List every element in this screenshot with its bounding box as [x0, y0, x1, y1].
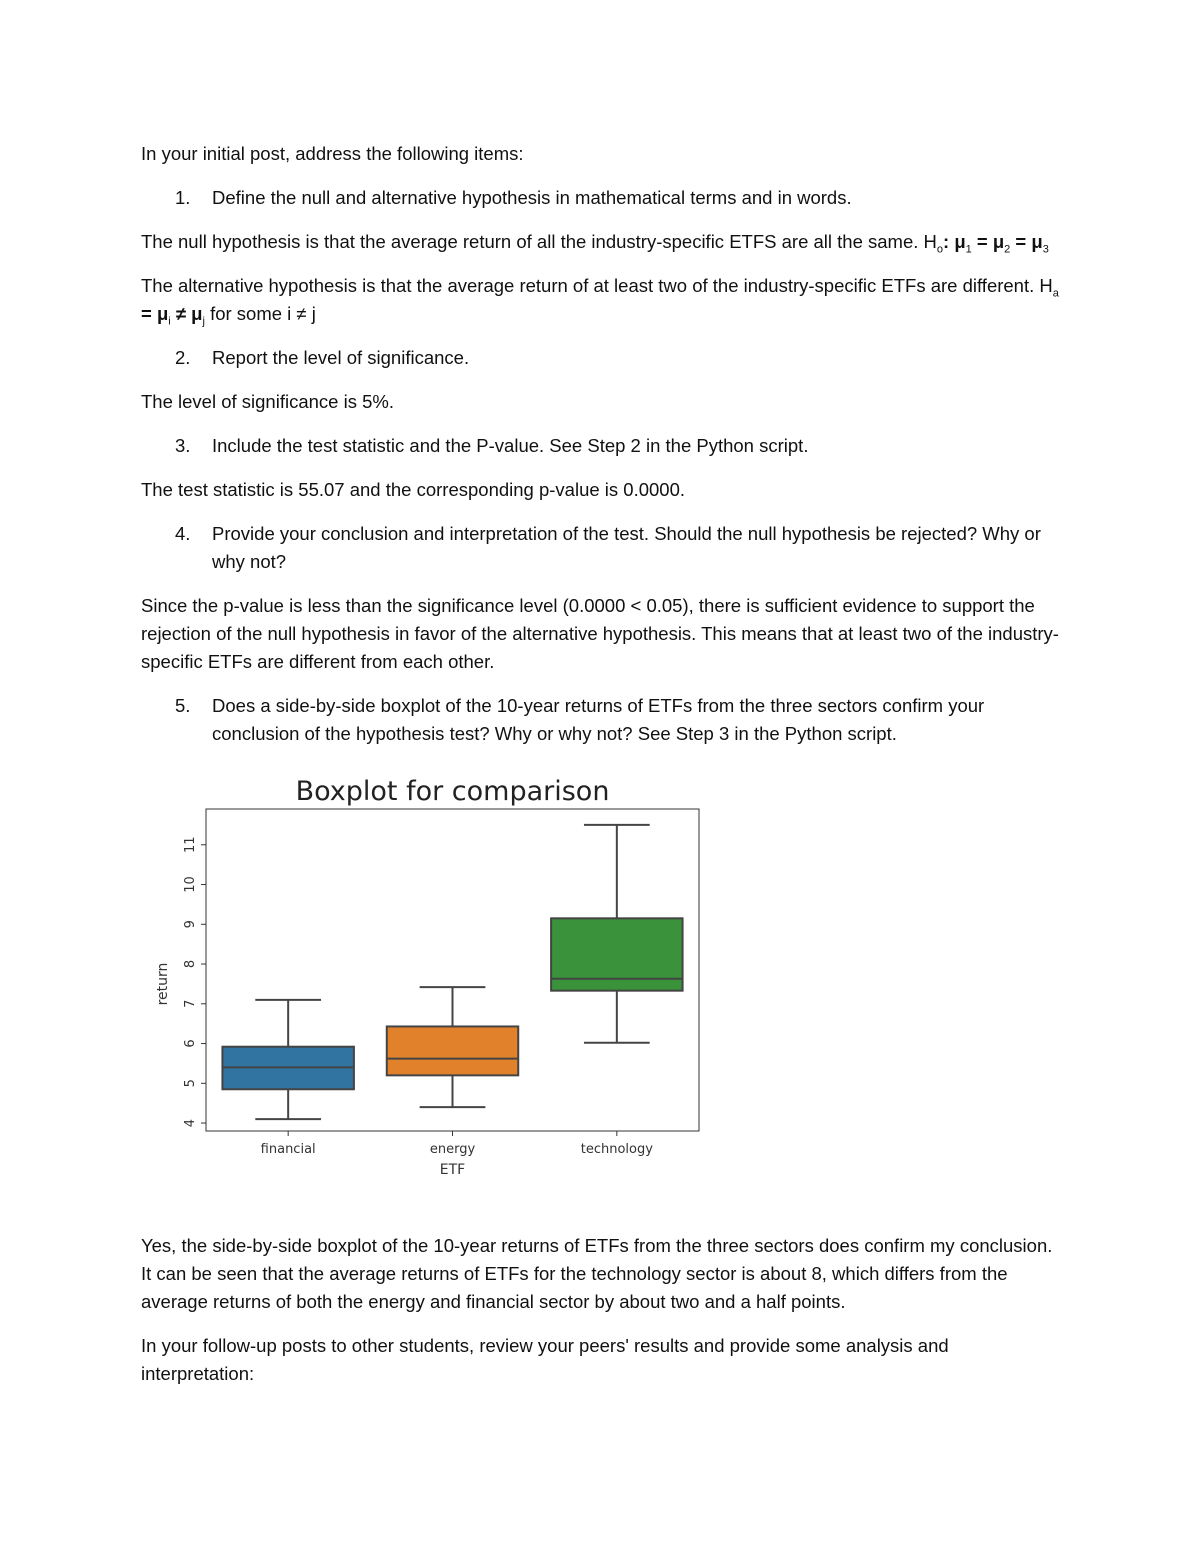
alt-hypothesis-text: The alternative hypothesis is that the average return of at least two of the industry-specific ETFs are different. H: [141, 275, 1053, 296]
intro-paragraph: In your initial post, address the following items:: [141, 143, 524, 164]
list-item-text: Does a side-by-side boxplot of the 10-year returns of ETFs from the three sectors confirm your conclusion of the hypothesis test? Why or why not? See Step 3 in the Python script.: [212, 695, 985, 744]
list-item-text: Define the null and alternative hypothesis in mathematical terms and in words.: [212, 187, 852, 208]
list-number: 5.: [175, 695, 191, 716]
null-hypothesis-text: The null hypothesis is that the average return of all the industry-specific ETFS are all the same. H: [141, 231, 937, 252]
null-formula-c: = μ: [1010, 231, 1043, 252]
conclusion-paragraph: Since the p-value is less than the significance level (0.0000 < 0.05), there is sufficient evidence to support the rejection of the null hypothesis in favor of the alternative hypothesis. This means that at least two of the industry-specific ETFs are different from each other.: [141, 595, 1059, 672]
list-item-4: [141, 520, 1066, 576]
test-statistic-paragraph: The test statistic is 55.07 and the corresponding p-value is 0.0000.: [141, 479, 686, 500]
y-tick-label: 11: [183, 836, 198, 854]
y-tick-label: 7: [183, 999, 198, 1008]
y-axis-title: return: [155, 962, 171, 1006]
list-item-2: [141, 344, 1066, 372]
alt-hypothesis-paragraph: [141, 272, 1066, 328]
list-item-text: Provide your conclusion and interpretation of the test. Should the null hypothesis be rejected? Why or why not?: [212, 523, 1041, 572]
null-formula-a: : μ: [943, 231, 966, 252]
box-energy: [387, 1026, 518, 1075]
list-number: 4.: [175, 523, 191, 544]
list-item-text: Report the level of significance.: [212, 347, 470, 368]
boxplot-answer-paragraph: Yes, the side-by-side boxplot of the 10-year returns of ETFs from the three sectors does confirm my conclusion. It can be seen that the average returns of ETFs for the technology sector is about 8, which differs from the average returns of both the energy and financial sector by about two and a half points.: [141, 1235, 1053, 1312]
null-formula-b: = μ: [971, 231, 1005, 252]
alt-formula-b-sub: j: [202, 315, 205, 328]
y-tick-label: 8: [183, 959, 198, 969]
list-number: 3.: [175, 435, 191, 456]
list-item-3: [141, 432, 1066, 460]
box-technology: [551, 918, 682, 990]
y-tick-label: 10: [183, 876, 198, 893]
x-axis-title: ETF: [439, 1162, 466, 1178]
list-number: 2.: [175, 347, 191, 368]
followup-paragraph: In your follow-up posts to other students, review your peers' results and provide some analysis and interpretation:: [141, 1335, 949, 1384]
alt-formula-tail: for some i ≠ j: [204, 303, 316, 324]
alt-formula-a-sub: i: [168, 315, 171, 328]
null-formula-c-sub: 3: [1042, 243, 1049, 256]
y-tick-label: 9: [183, 920, 198, 929]
alt-subscript: a: [1052, 287, 1059, 300]
x-tick-label-financial: financial: [260, 1142, 316, 1157]
y-tick-label: 4: [183, 1118, 198, 1128]
list-item-5: [141, 692, 1066, 748]
boxplot-chart: [141, 764, 1066, 1204]
list-item-text: Include the test statistic and the P-value. See Step 2 in the Python script.: [212, 435, 809, 456]
y-tick-label: 6: [183, 1039, 198, 1048]
list-item-1: [141, 184, 1066, 212]
significance-paragraph: The level of significance is 5%.: [141, 391, 394, 412]
null-subscript: o: [936, 243, 944, 256]
null-hypothesis-paragraph: [141, 228, 1066, 256]
x-tick-label-technology: technology: [580, 1142, 653, 1157]
null-formula-a-sub: 1: [965, 243, 972, 256]
list-number: 1.: [175, 187, 191, 208]
x-tick-label-energy: energy: [429, 1142, 476, 1157]
null-formula-b-sub: 2: [1004, 243, 1011, 256]
alt-formula-b: ≠ μ: [170, 303, 203, 324]
chart-title: Boxplot for comparison: [295, 776, 610, 807]
alt-formula-a: = μ: [141, 303, 169, 324]
document-page: [141, 140, 1066, 1404]
boxplot-svg: [141, 764, 1066, 1204]
y-tick-label: 5: [183, 1079, 198, 1088]
